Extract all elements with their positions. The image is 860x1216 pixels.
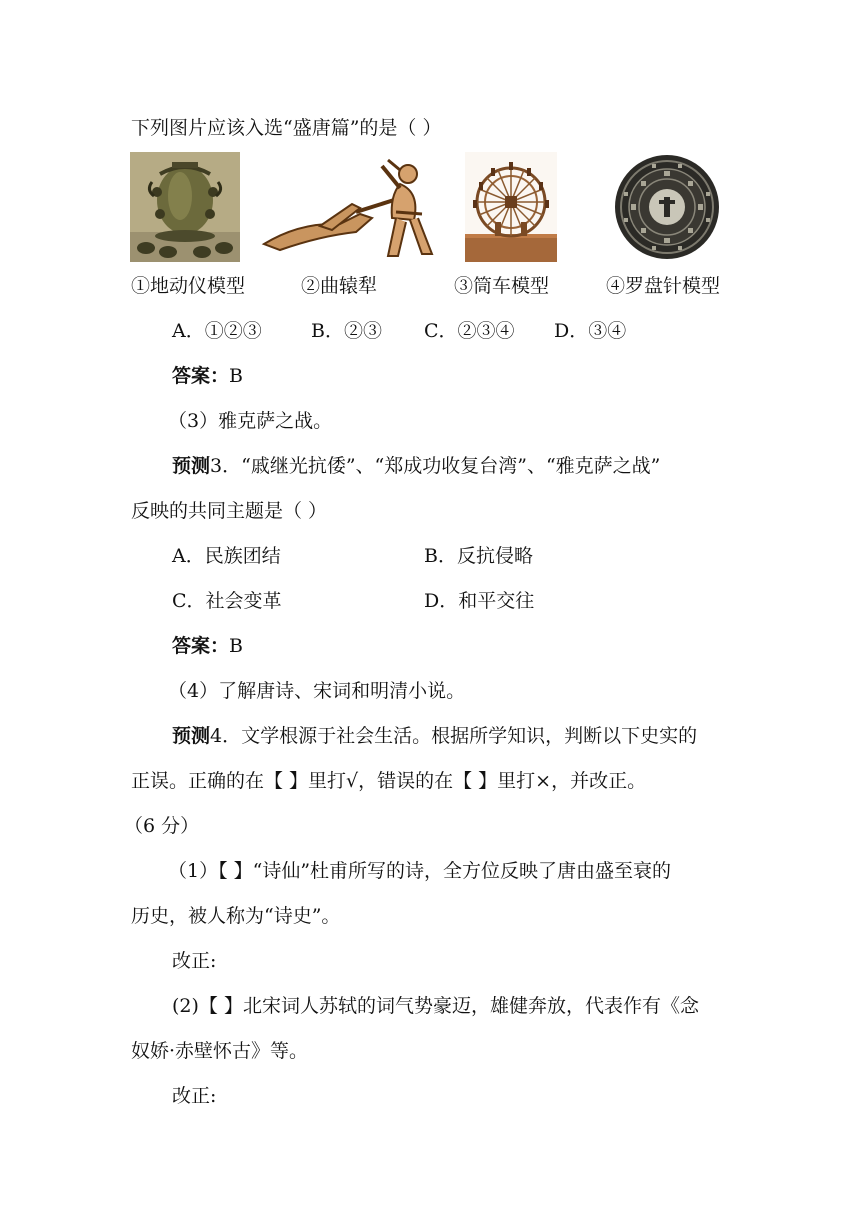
seismograph-icon <box>130 152 240 262</box>
prediction-4-text: 4．文学根源于社会生活。根据所学知识，判断以下史实的 <box>210 725 698 747</box>
q3-option-c: C．社会变革 <box>172 590 282 612</box>
item-2-line-2: 奴娇·赤壁怀古》等。 <box>131 1040 309 1062</box>
item-2-line-1: (2)【 】北宋词人苏轼的词气势豪迈，雄健奔放，代表作有《念 <box>172 995 699 1017</box>
curved-plough-image <box>260 152 440 262</box>
prediction-label: 预测 <box>172 725 211 747</box>
answer-value: B <box>229 365 243 387</box>
section-3-heading: （3）雅克萨之战。 <box>168 410 333 432</box>
item-1-line-1: （1）【 】“诗仙”杜甫所写的诗，全方位反映了唐由盛至衰的 <box>168 860 672 882</box>
compass-model-image <box>612 152 722 262</box>
waterwheel-model-image <box>465 152 557 262</box>
section-4-heading: （4）了解唐诗、宋词和明清小说。 <box>168 680 466 702</box>
item-1-line-2: 历史，被人称为“诗史”。 <box>131 905 341 927</box>
compass-icon <box>612 152 722 262</box>
answer-label: 答案： <box>172 635 230 657</box>
q1-option-c: C．②③④ <box>424 320 515 342</box>
prediction-3-line-1 <box>131 452 729 480</box>
q1-option-b: B．②③ <box>311 320 382 342</box>
correction-2-label: 改正: <box>172 1085 217 1107</box>
image-caption-2: ②曲辕犁 <box>301 275 378 297</box>
plough-icon <box>260 152 440 262</box>
answer-1 <box>172 362 243 390</box>
q3-option-d: D．和平交往 <box>424 590 535 612</box>
answer-value: B <box>229 635 243 657</box>
correction-1-label: 改正: <box>172 950 217 972</box>
prediction-3-line-2: 反映的共同主题是（ ） <box>131 500 328 522</box>
q3-option-a: A．民族团结 <box>172 545 281 567</box>
q1-option-a: A．①②③ <box>172 320 262 342</box>
prediction-3-text: 3．“戚继光抗倭”、“郑成功收复台湾”、“雅克萨之战” <box>210 455 661 477</box>
prediction-4-line-1 <box>172 722 697 750</box>
image-caption-3: ③筒车模型 <box>454 275 550 297</box>
image-caption-4: ④罗盘针模型 <box>606 275 721 297</box>
q1-option-d: D．③④ <box>554 320 627 342</box>
seismograph-model-image <box>130 152 240 262</box>
q3-option-b: B．反抗侵略 <box>424 545 533 567</box>
answer-3 <box>172 632 243 660</box>
question-intro: 下列图片应该入选“盛唐篇”的是（ ） <box>131 117 442 139</box>
prediction-4-line-3: （6 分） <box>124 815 200 837</box>
image-caption-1: ①地动仪模型 <box>131 275 246 297</box>
prediction-label: 预测 <box>172 455 211 477</box>
answer-label: 答案： <box>172 365 230 387</box>
waterwheel-icon <box>465 152 557 262</box>
prediction-4-line-2: 正误。正确的在【 】里打√，错误的在【 】里打×，并改正。 <box>131 770 647 792</box>
